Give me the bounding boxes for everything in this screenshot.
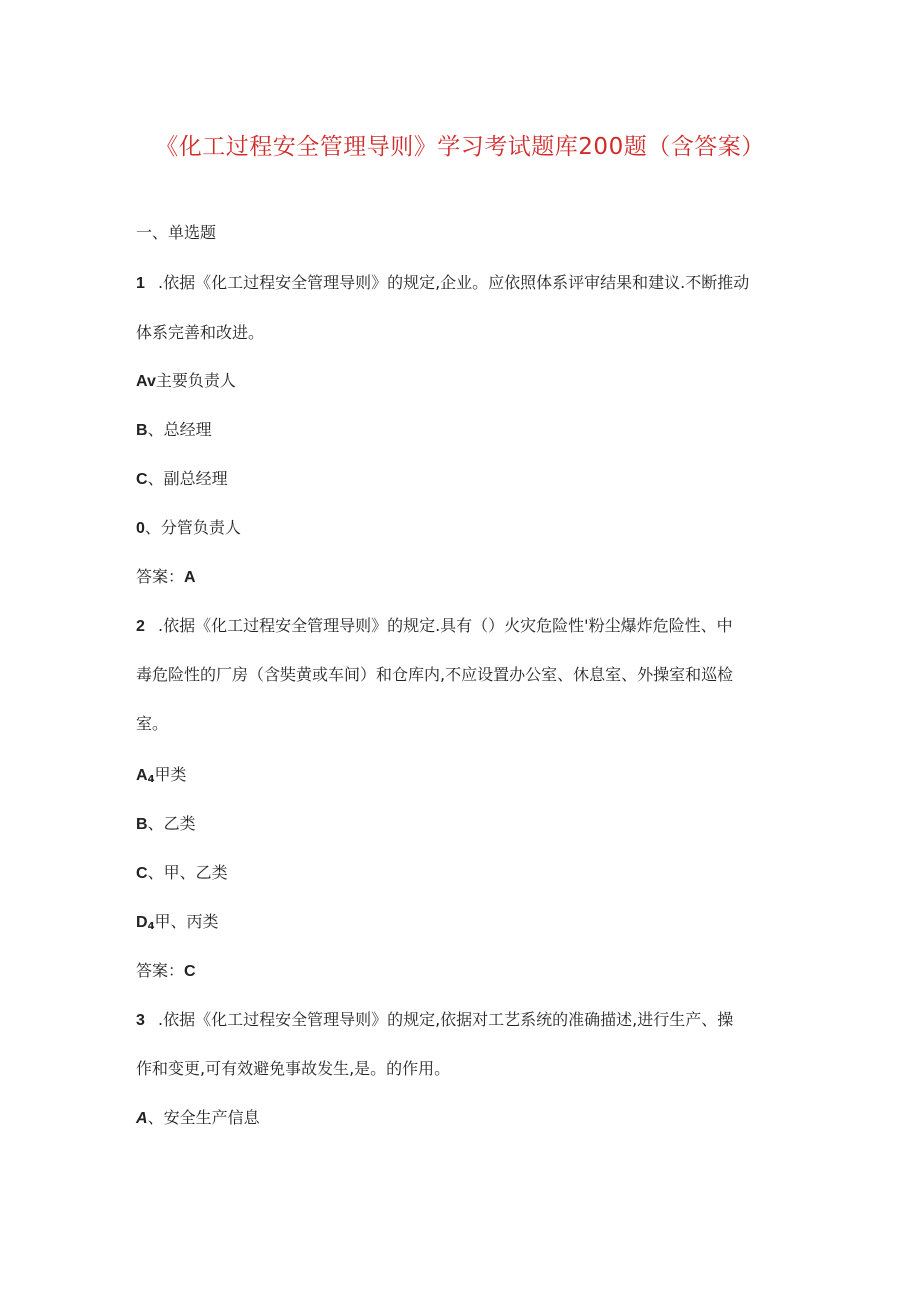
question-1-answer: [136, 564, 196, 587]
question-2-line-2: 毒危险性的厂房（含奘黄或车间）和仓库内,不应设置办公室、休息室、外操室和巡检: [136, 665, 734, 684]
option-a-subscript: 4: [147, 774, 155, 785]
option-c-text: 、甲、乙类: [147, 863, 228, 882]
option-a-label: A: [136, 767, 148, 784]
question-2-answer: [136, 958, 196, 981]
option-d-label: 0: [136, 520, 145, 537]
question-2-option-d: [136, 909, 219, 932]
question-1-text: .依据《化工过程安全管理导则》的规定,企业。应依照体系评审结果和建议.不断推动: [158, 273, 750, 292]
section-heading: 一、单选题: [136, 223, 217, 242]
option-b-label: B: [136, 816, 148, 833]
question-1-option-d: [136, 515, 241, 538]
answer-label: 答案：: [136, 567, 185, 586]
option-a-label: A: [136, 1110, 148, 1127]
option-d-text: 甲、丙类: [154, 912, 219, 931]
question-2-option-a: [136, 762, 187, 785]
question-1-number: 1: [136, 275, 145, 292]
option-a-text: 甲类: [154, 765, 187, 784]
question-1-option-b: [136, 417, 212, 440]
question-2-line-1: [136, 613, 733, 636]
question-3-option-a: [136, 1105, 260, 1128]
question-2-option-b: [136, 811, 196, 834]
option-d-text: 、分管负责人: [144, 518, 241, 537]
question-2-option-c: [136, 860, 228, 883]
option-b-text: 、总经理: [147, 420, 212, 439]
question-1-line-2: 体系完善和改进。: [136, 323, 265, 342]
question-3-number: 3: [136, 1012, 145, 1029]
question-3-line-2: 作和变更,可有效避免事故发生,是。的作用。: [136, 1059, 451, 1078]
question-1-option-c: [136, 466, 228, 489]
option-d-label: D: [136, 914, 148, 931]
question-1-option-a: [136, 368, 236, 391]
option-b-label: B: [136, 422, 148, 439]
option-c-text: 、副总经理: [147, 469, 228, 488]
option-a-text: 主要负责人: [155, 371, 236, 390]
option-d-subscript: 4: [147, 921, 155, 932]
page-title: 《化工过程安全管理导则》学习考试题库200题（含答案）: [155, 134, 765, 160]
question-2-text: .依据《化工过程安全管理导则》的规定.具有（）火灾危险性'粉尘爆炸危险性、中: [158, 616, 733, 635]
option-b-text: 、乙类: [147, 814, 196, 833]
answer-label: 答案：: [136, 961, 185, 980]
question-3-text: .依据《化工过程安全管理导则》的规定,依据对工艺系统的准确描述,进行生产、操: [158, 1010, 734, 1029]
option-c-label: C: [136, 471, 148, 488]
question-2-line-3: 室。: [136, 714, 169, 733]
option-a-text: 、安全生产信息: [147, 1108, 260, 1127]
option-a-label: Av: [136, 373, 156, 390]
option-c-label: C: [136, 865, 148, 882]
question-3-line-1: [136, 1007, 733, 1030]
question-1-line-1: [136, 270, 749, 293]
answer-value: A: [184, 569, 196, 586]
question-2-number: 2: [136, 618, 145, 635]
answer-value: C: [184, 963, 196, 980]
